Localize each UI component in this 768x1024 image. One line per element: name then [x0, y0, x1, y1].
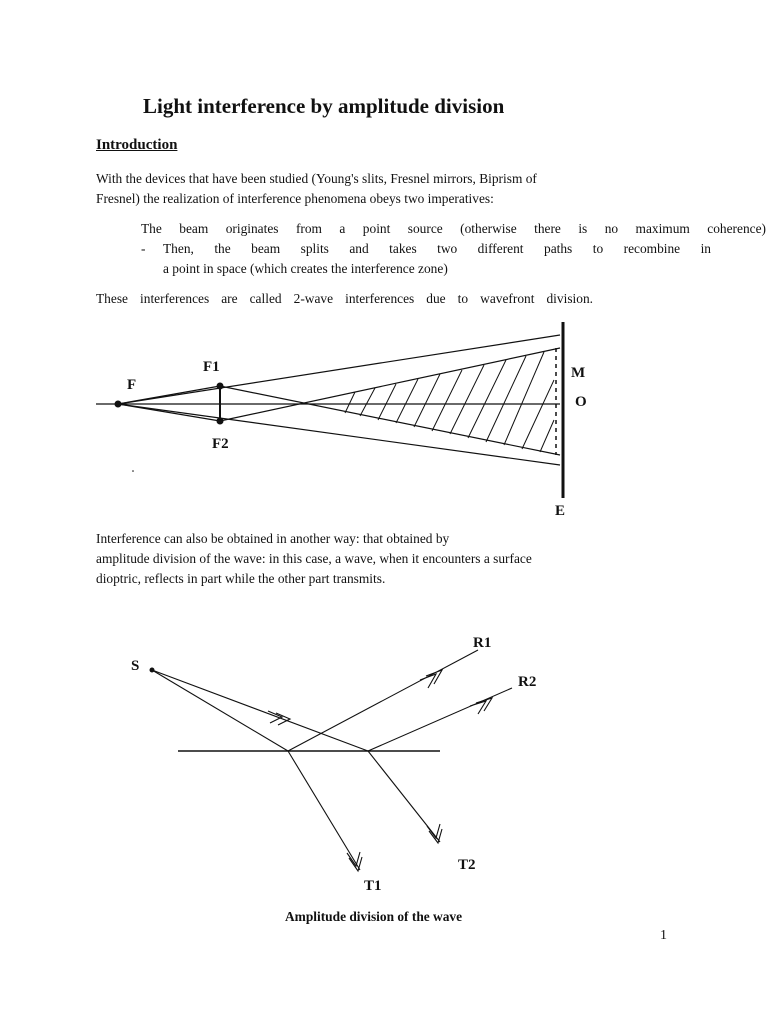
label-M: M	[571, 365, 586, 381]
label-F1: F1	[203, 359, 220, 375]
imperative-2-line-2: a point in space (which creates the interference zone)	[163, 261, 448, 276]
arrowhead-incident	[268, 711, 290, 725]
amplitude-line-2: amplitude division of the wave: in this case, a wave, when it encounters a surface	[96, 551, 532, 566]
section-heading-introduction: Introduction	[96, 137, 178, 153]
label-S: S	[131, 658, 140, 674]
reflected-ray-R1	[288, 650, 478, 751]
wavefront-sentence: These interferences are called 2-wave interferences due to wavefront division.	[96, 291, 593, 306]
label-O: O	[575, 394, 587, 410]
label-F: F	[127, 377, 137, 393]
figure-caption: Amplitude division of the wave	[285, 909, 463, 924]
imperative-2-dash: -	[141, 241, 146, 256]
page-number: 1	[660, 928, 667, 943]
label-E: E	[555, 503, 566, 519]
page-title: Light interference by amplitude division	[143, 94, 505, 118]
label-R2: R2	[518, 674, 537, 690]
imperative-1: The beam originates from a point source (otherwise there is no maximum coherence)	[141, 221, 766, 236]
label-R1: R1	[473, 635, 492, 651]
incident-ray-1	[152, 670, 288, 751]
transmitted-ray-T1	[288, 751, 360, 870]
imperative-2-line-1: Then, the beam splits and takes two different paths to recombine in	[163, 241, 711, 256]
source-point-S	[150, 668, 155, 673]
amplitude-line-3: dioptric, reflects in part while the other part transmits.	[96, 571, 386, 586]
incident-ray-2	[152, 670, 368, 751]
label-T2: T2	[458, 857, 476, 873]
arrowhead-T2	[427, 824, 440, 838]
label-T1: T1	[364, 878, 382, 894]
intro-line-2: Fresnel) the realization of interference phenomena obeys two imperatives:	[96, 191, 494, 206]
amplitude-line-1: Interference can also be obtained in another way: that obtained by	[96, 531, 450, 546]
intro-line-1: With the devices that have been studied (Young's slits, Fresnel mirrors, Biprism of	[96, 171, 537, 186]
label-F2: F2	[212, 436, 229, 452]
